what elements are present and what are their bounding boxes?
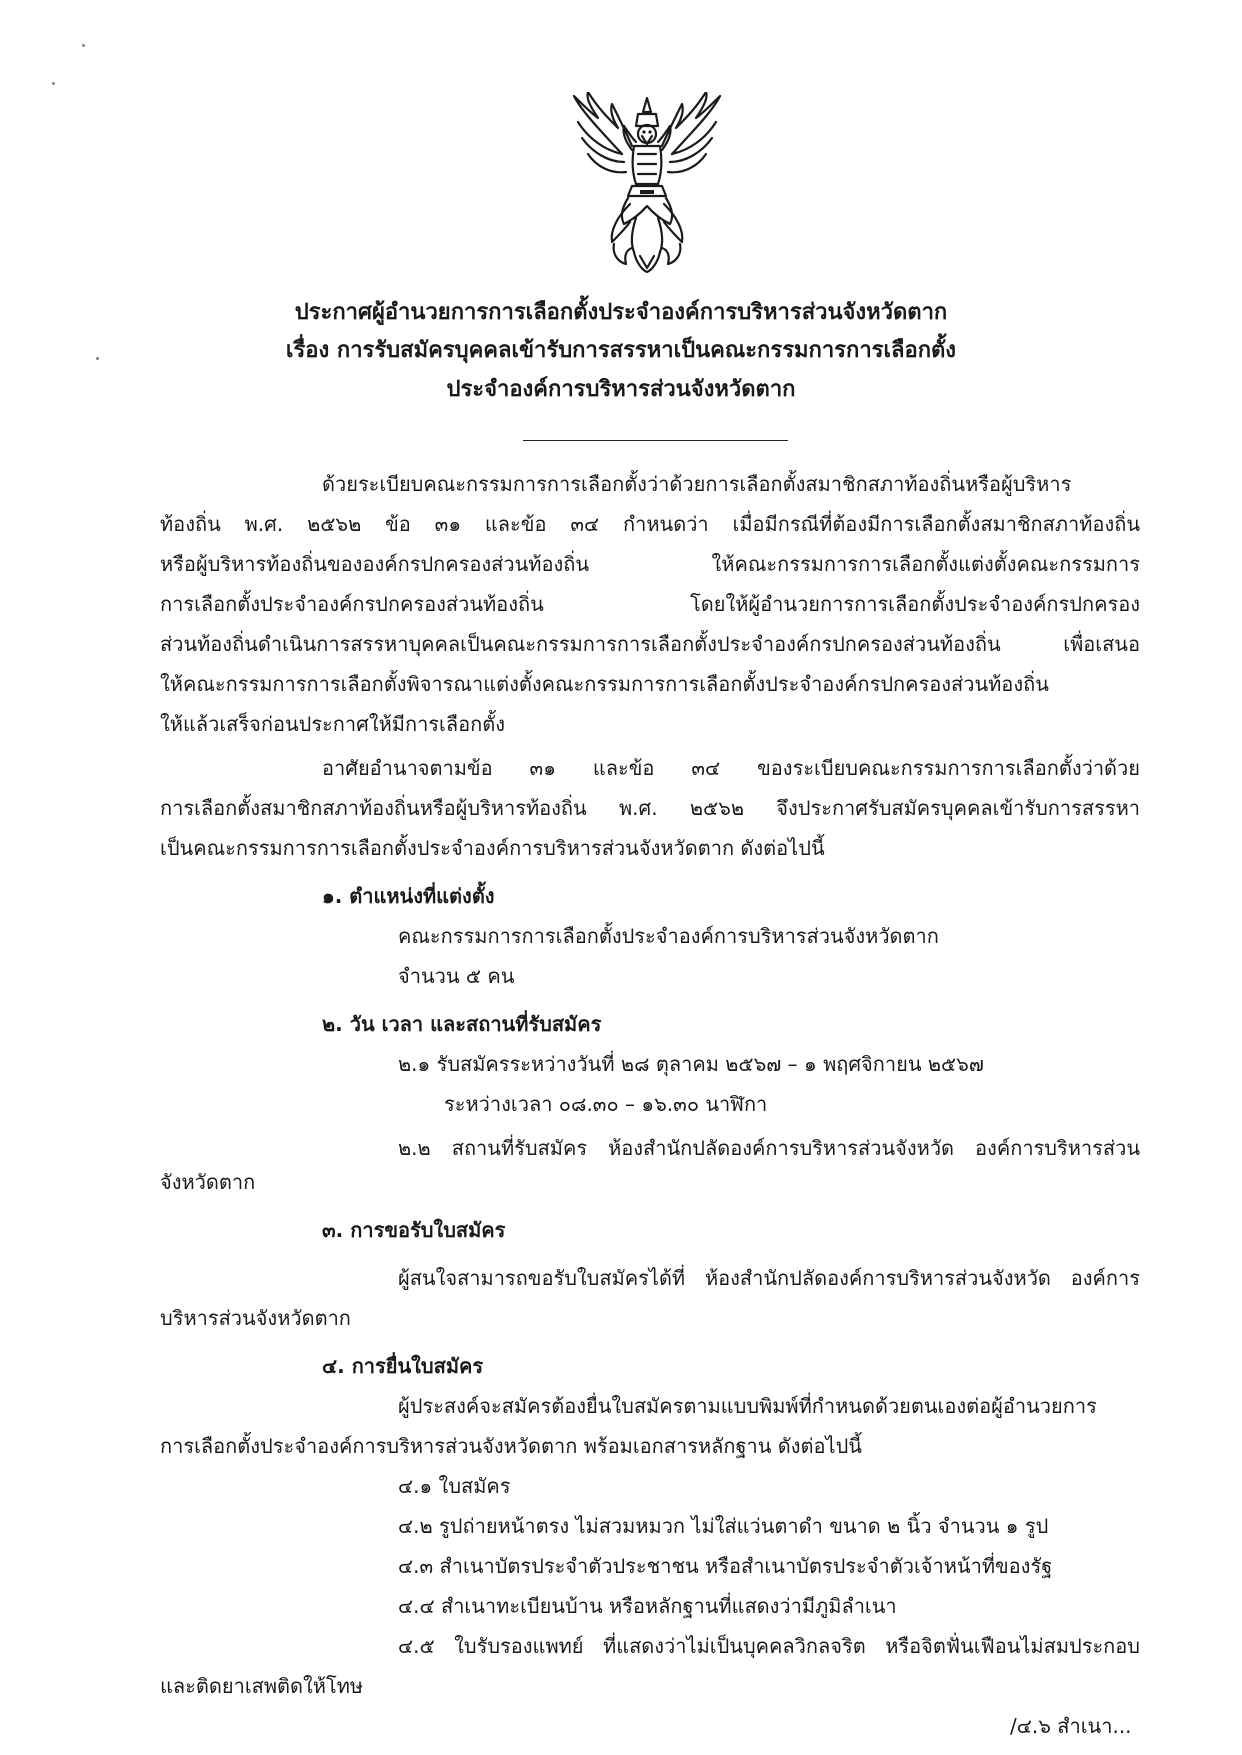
section1-heading: ๑. ตำแหน่งที่แต่งตั้ง	[322, 884, 495, 908]
section4-intro: ผู้ประสงค์จะสมัครต้องยื่นใบสมัครตามแบบพิมพ์ที่กำหนดด้วยตนเองต่อผู้อำนวยการ	[398, 1394, 1097, 1418]
paragraph1-line: ส่วนท้องถิ่นดำเนินการสรรหาบุคคลเป็นคณะกรรมการการเลือกตั้งประจำองค์กรปกครองส่วนท้องถิ่น เพื่อเสนอ	[160, 632, 1140, 656]
section2-item1-time: ระหว่างเวลา ๐๘.๓๐ – ๑๖.๓๐ นาฬิกา	[444, 1092, 768, 1116]
section1-line: คณะกรรมการการเลือกตั้งประจำองค์การบริหารส่วนจังหวัดตาก	[398, 924, 939, 948]
section3-line: ผู้สนใจสามารถขอรับใบสมัครได้ที่ ห้องสำนักปลัดองค์การบริหารส่วนจังหวัด องค์การ	[398, 1266, 1140, 1290]
section2-item2-cont: จังหวัดตาก	[160, 1170, 256, 1194]
section2-heading: ๒. วัน เวลา และสถานที่รับสมัคร	[322, 1012, 602, 1036]
section4-item: ๔.๑ ใบสมัคร	[398, 1474, 511, 1498]
section4-intro: การเลือกตั้งประจำองค์การบริหารส่วนจังหวัดตาก พร้อมเอกสารหลักฐาน ดังต่อไปนี้	[160, 1434, 862, 1458]
paragraph2-line: เป็นคณะกรรมการการเลือกตั้งประจำองค์การบริหารส่วนจังหวัดตาก ดังต่อไปนี้	[160, 836, 825, 860]
paragraph2-line: การเลือกตั้งสมาชิกสภาท้องถิ่นหรือผู้บริหารท้องถิ่น พ.ศ. ๒๕๖๒ จึงประกาศรับสมัครบุคคลเข้ารับการสรรหา	[160, 796, 1140, 820]
paragraph1-line: ให้แล้วเสร็จก่อนประกาศให้มีการเลือกตั้ง	[160, 712, 506, 736]
paragraph1-line: ท้องถิ่น พ.ศ. ๒๕๖๒ ข้อ ๓๑ และข้อ ๓๔ กำหนดว่า เมื่อมีกรณีที่ต้องมีการเลือกตั้งสมาชิกสภาท้องถิ่น	[160, 512, 1140, 536]
scan-speck	[82, 44, 85, 47]
section3-heading: ๓. การขอรับใบสมัคร	[322, 1218, 506, 1242]
scan-speck	[52, 82, 55, 85]
paragraph2-line: อาศัยอำนาจตามข้อ ๓๑ และข้อ ๓๔ ของระเบียบคณะกรรมการการเลือกตั้งว่าด้วย	[322, 756, 1140, 780]
section4-item: ๔.๔ สำเนาทะเบียนบ้าน หรือหลักฐานที่แสดงว่ามีภูมิลำเนา	[398, 1594, 897, 1618]
section2-item2: ๒.๒ สถานที่รับสมัคร ห้องสำนักปลัดองค์การบริหารส่วนจังหวัด องค์การบริหารส่วน	[398, 1136, 1140, 1160]
page-continuation: /๔.๖ สำเนา...	[1010, 1714, 1132, 1738]
section4-item: ๔.๓ สำเนาบัตรประจำตัวประชาชน หรือสำเนาบัตรประจำตัวเจ้าหน้าที่ของรัฐ	[398, 1554, 1053, 1578]
section4-heading: ๔. การยื่นใบสมัคร	[322, 1354, 484, 1378]
document-title-line-2: เรื่อง การรับสมัครบุคคลเข้ารับการสรรหาเป็นคณะกรรมการการเลือกตั้ง	[285, 338, 957, 363]
document-title-line-3: ประจำองค์การบริหารส่วนจังหวัดตาก	[446, 377, 796, 402]
section4-item5-cont: และติดยาเสพติดให้โทษ	[160, 1674, 364, 1698]
section3-line: บริหารส่วนจังหวัดตาก	[160, 1306, 351, 1330]
garuda-emblem-icon	[552, 92, 742, 274]
section1-line: จำนวน ๕ คน	[398, 964, 515, 988]
document-title-line-1: ประกาศผู้อำนวยการการเลือกตั้งประจำองค์การบริหารส่วนจังหวัดตาก	[294, 300, 948, 325]
section4-item: ๔.๒ รูปถ่ายหน้าตรง ไม่สวมหมวก ไม่ใส่แว่นตาดำ ขนาด ๒ นิ้ว จำนวน ๑ รูป	[398, 1514, 1049, 1538]
paragraph1-line: ด้วยระเบียบคณะกรรมการการเลือกตั้งว่าด้วยการเลือกตั้งสมาชิกสภาท้องถิ่นหรือผู้บริหาร	[322, 472, 1072, 496]
paragraph1-line: หรือผู้บริหารท้องถิ่นขององค์กรปกครองส่วนท้องถิ่น ให้คณะกรรมการการเลือกตั้งแต่งตั้งคณะกรรมการ	[160, 552, 1140, 576]
section4-item: ๔.๕ ใบรับรองแพทย์ ที่แสดงว่าไม่เป็นบุคคลวิกลจริต หรือจิตฟั่นเฟือนไม่สมประกอบ	[398, 1634, 1140, 1658]
section2-item1: ๒.๑ รับสมัครระหว่างวันที่ ๒๘ ตุลาคม ๒๕๖๗ – ๑ พฤศจิกายน ๒๕๖๗	[398, 1052, 984, 1076]
paragraph1-line: ให้คณะกรรมการการเลือกตั้งพิจารณาแต่งตั้งคณะกรรมการการเลือกตั้งประจำองค์กรปกครองส่วนท้องถิ่น	[160, 672, 1049, 696]
paragraph1-line: การเลือกตั้งประจำองค์กรปกครองส่วนท้องถิ่น โดยให้ผู้อำนวยการการเลือกตั้งประจำองค์กรปกครอง	[160, 592, 1140, 616]
title-divider	[523, 440, 788, 441]
